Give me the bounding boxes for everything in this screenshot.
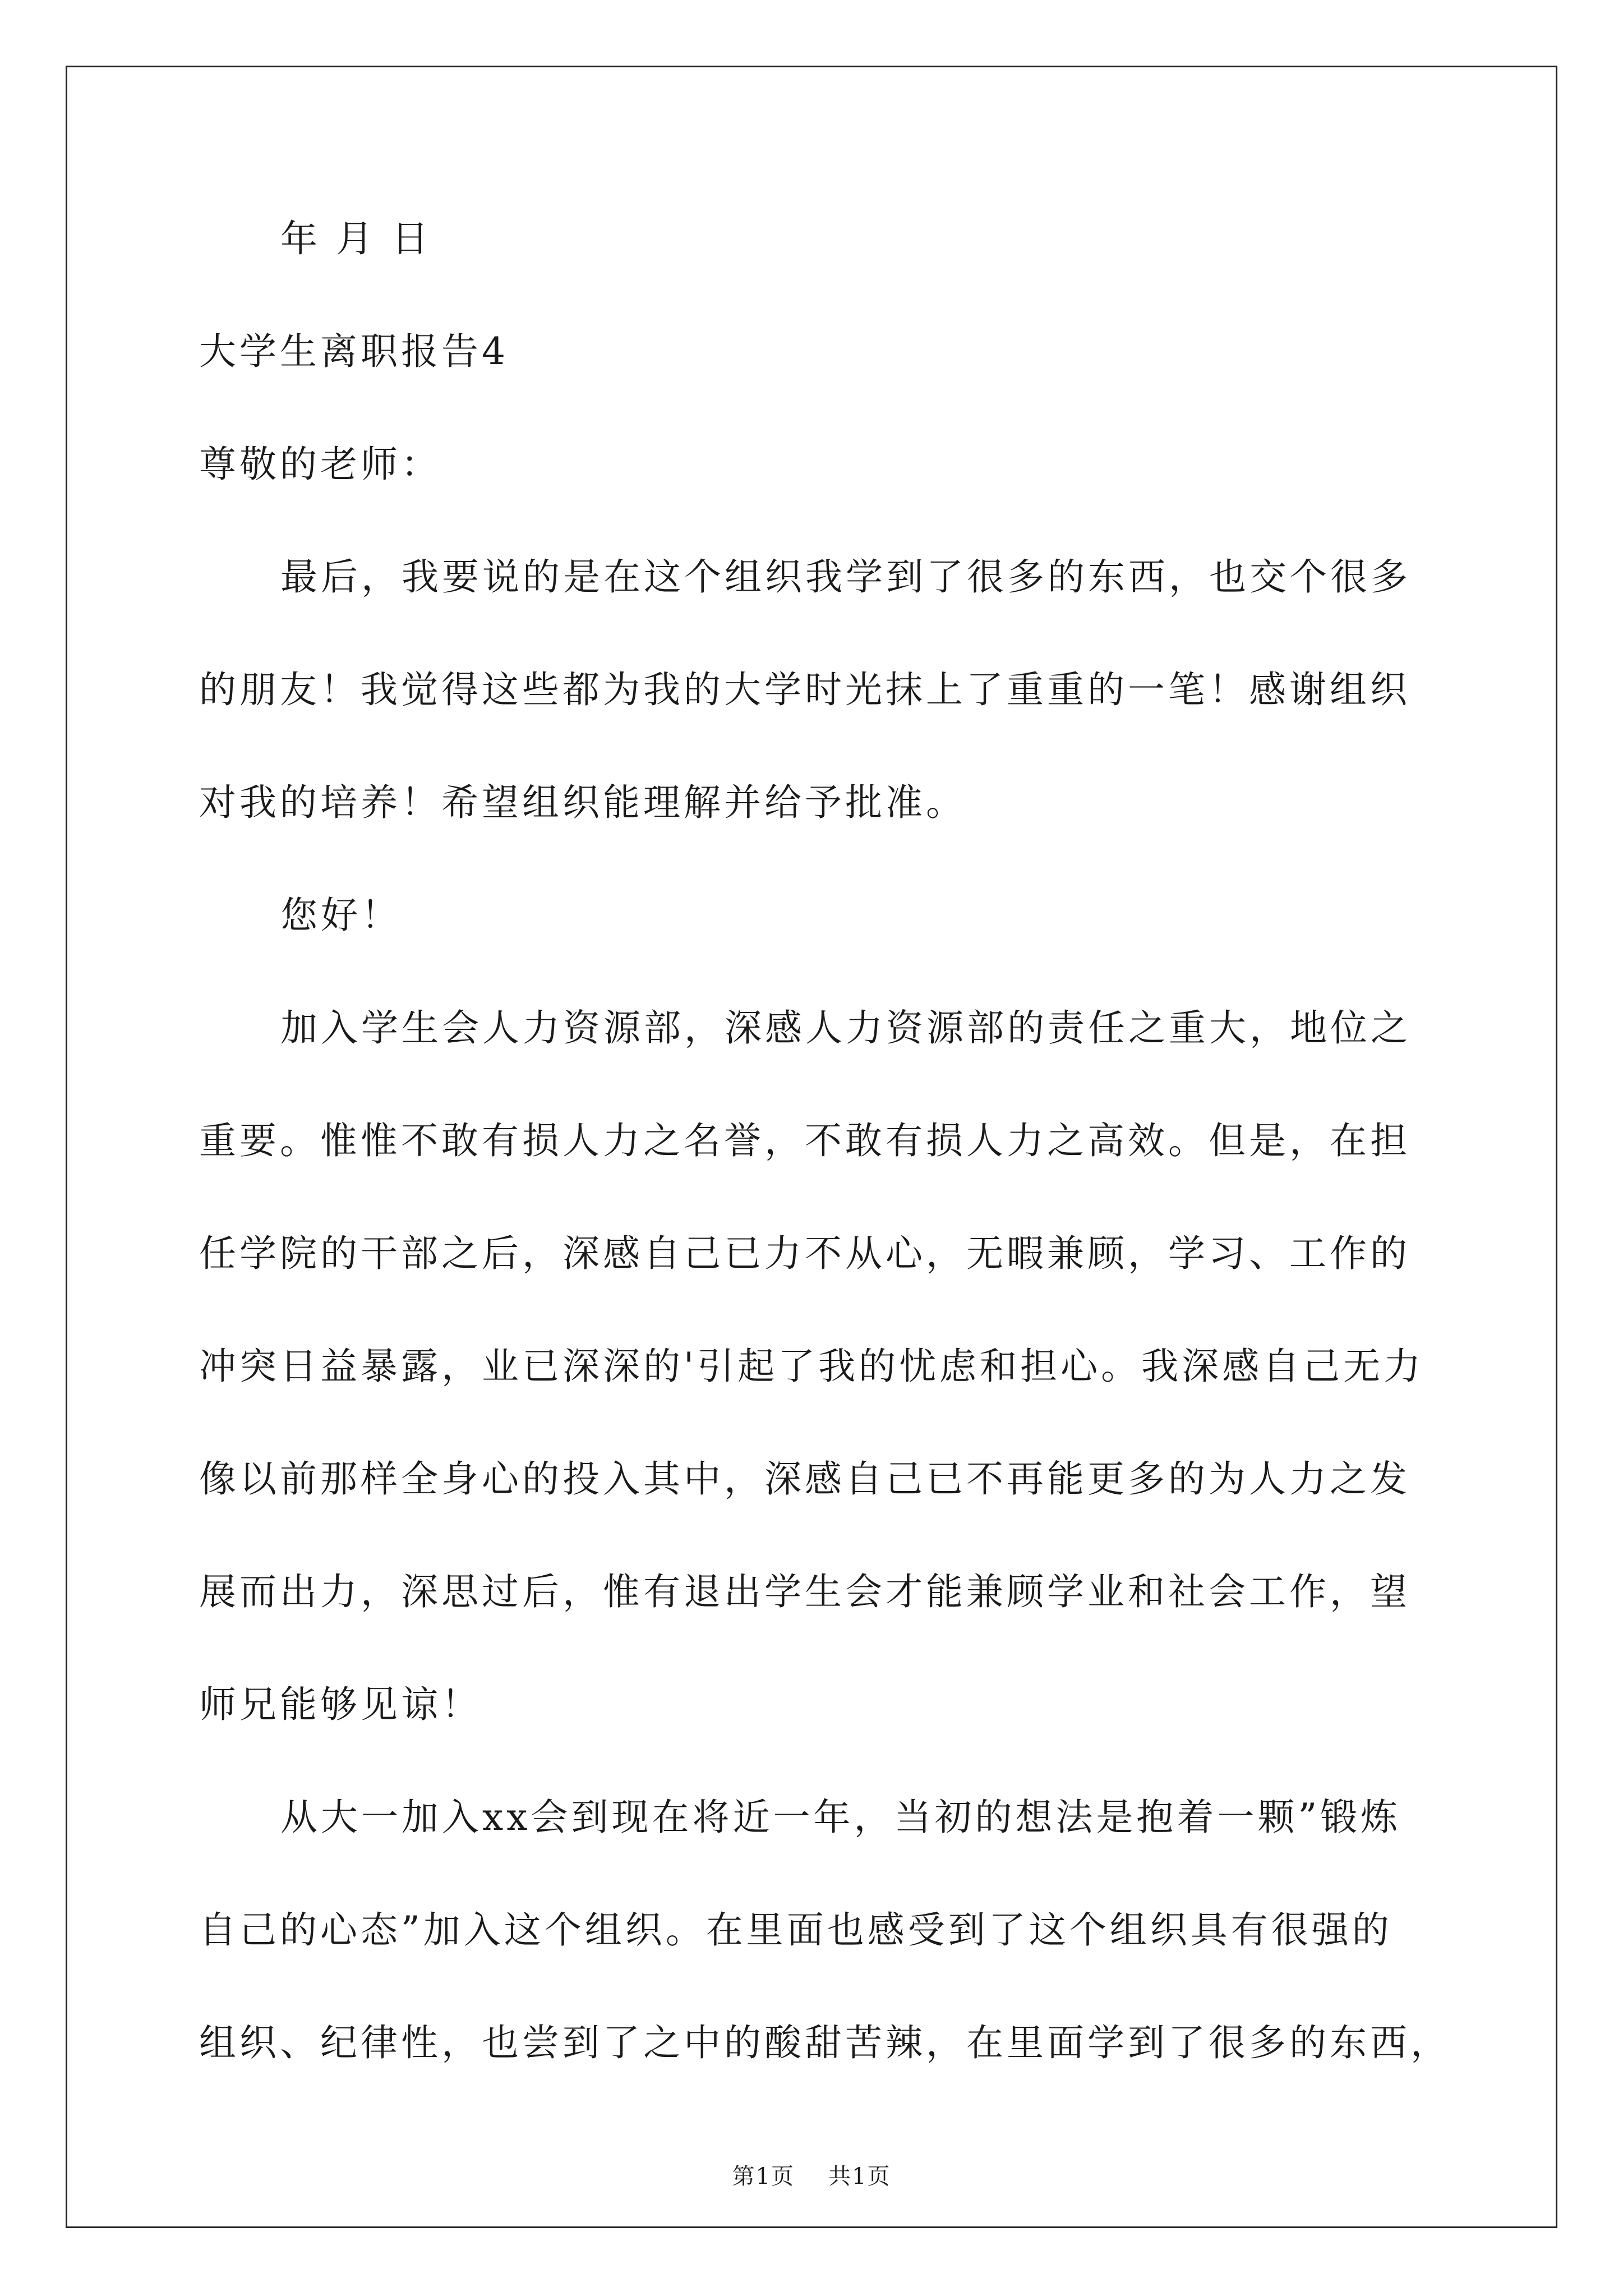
paragraph-line: 重要。惟惟不敢有损人力之名誉，不敢有损人力之高效。但是，在担 (199, 1119, 1410, 1162)
paragraph-line: 像以前那样全身心的投入其中，深感自己已不再能更多的为人力之发 (199, 1457, 1410, 1501)
greeting: 您好！ (280, 894, 402, 937)
paragraph-line: 组织、纪律性，也尝到了之中的酸甜苦辣，在里面学到了很多的东西， (199, 2021, 1451, 2064)
paragraph-line: 自己的心态”加入这个组织。在里面也感受到了这个组织具有很强的 (199, 1908, 1393, 1952)
paragraph-line: 的朋友！我觉得这些都为我的大学时光抹上了重重的一笔！感谢组织 (199, 668, 1410, 711)
paragraph-line: 师兄能够见谅！ (199, 1683, 482, 1726)
paragraph-line: 对我的培养！希望组织能理解并给予批准。 (199, 781, 966, 824)
paragraph-line: 加入学生会人力资源部，深感人力资源部的责任之重大，地位之 (280, 1006, 1411, 1050)
salutation: 尊敬的老师： (199, 443, 441, 486)
paragraph-line: 最后，我要说的是在这个组织我学到了很多的东西，也交个很多 (280, 555, 1411, 599)
document-title: 大学生离职报告4 (199, 330, 509, 373)
paragraph-experience (199, 1796, 1451, 2064)
paragraph-closing (199, 557, 1422, 823)
paragraph-line: 冲突日益暴露，业已深深的'引起了我的忧虑和担心。我深感自己无力 (199, 1345, 1424, 1388)
page-number: 第1页 (732, 2164, 795, 2189)
date-line: 年 月 日 (280, 217, 432, 260)
paragraph-resignation-reason (199, 1008, 1422, 1725)
paragraph-line: 展而出力，深思过后，惟有退出学生会才能兼顾学业和社会工作，望 (199, 1570, 1410, 1613)
page-total: 共1页 (828, 2164, 891, 2189)
paragraph-line: 任学院的干部之后，深感自己已力不从心，无暇兼顾，学习、工作的 (199, 1232, 1410, 1275)
paragraph-line: 从大一加入xx会到现在将近一年，当初的想法是抱着一颗”锻炼 (280, 1796, 1401, 1839)
page-footer (0, 2159, 1623, 2191)
